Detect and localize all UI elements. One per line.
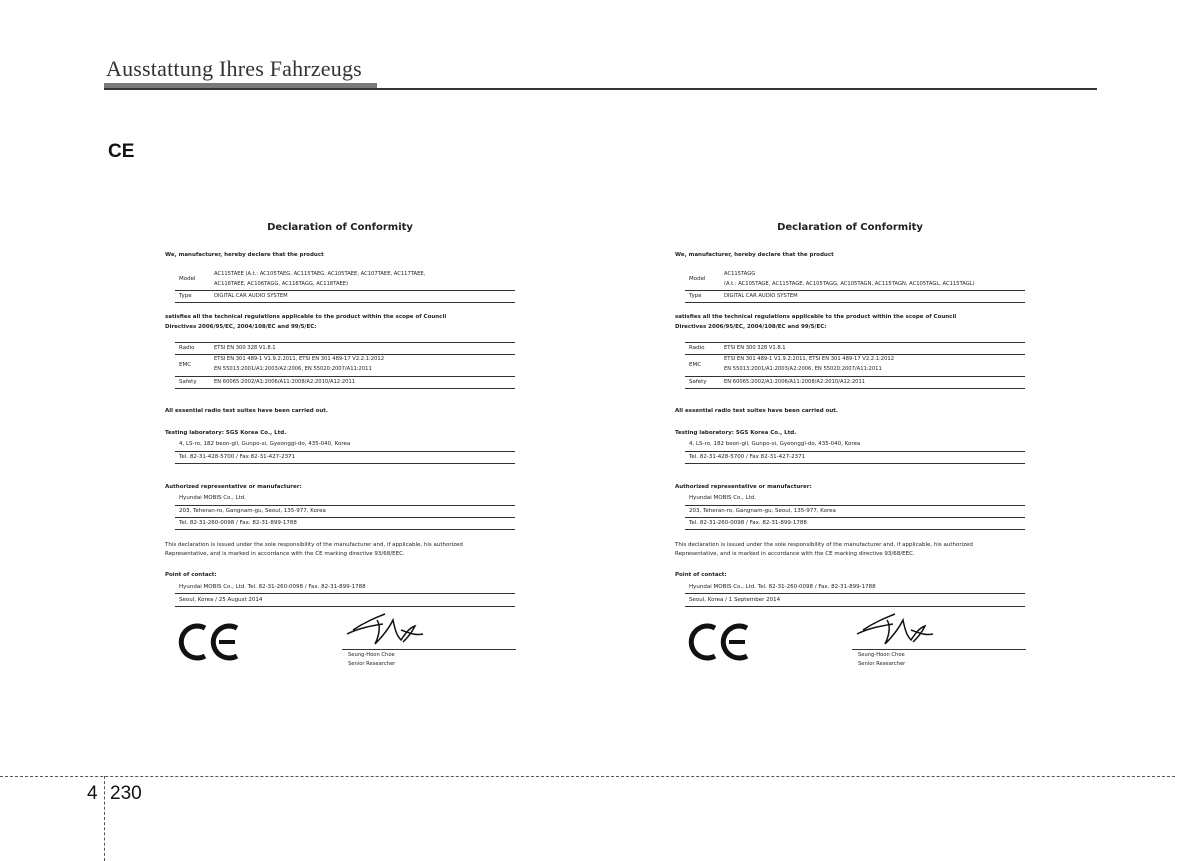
table-rule <box>685 290 1025 291</box>
footer-dashed-rule <box>0 776 1175 777</box>
contact-line: Hyundai MOBIS Co., Ltd. Tel. 82-31-260-0098 / Fax. 82-31-899-1788 <box>179 584 366 590</box>
contact-title: Point of contact: <box>165 572 217 578</box>
table-rule <box>685 517 1025 518</box>
rep-address: 203, Teheran-ro, Gangnam-gu, Seoul, 135-977, Korea <box>689 508 836 514</box>
place-date: Seoul, Korea / 1 September 2014 <box>689 597 781 603</box>
declaration-document-left <box>165 216 515 676</box>
essential-line: All essential radio test suites have been carried out. <box>165 408 328 414</box>
type-value: DIGITAL CAR AUDIO SYSTEM <box>214 293 288 299</box>
table-rule <box>685 376 1025 377</box>
emc-line-1: ETSI EN 301 489-1 V1.9.2:2011, ETSI EN 301 489-17 V2.2.1:2012 <box>724 356 894 362</box>
signature-line <box>342 649 516 650</box>
safety-label: Safety <box>179 379 197 385</box>
signatory-name: Seung-Hoon Choe <box>858 652 905 658</box>
page-header-title: Ausstattung Ihres Fahrzeugs <box>106 56 362 81</box>
issued-line-1: This declaration is issued under the sole responsibility of the manufacturer and, if applicable, his authorized <box>165 542 463 548</box>
safety-value: EN 60065:2002/A1:2006/A11:2008/A2:2010/A12:2011 <box>724 379 866 385</box>
table-rule <box>685 529 1025 530</box>
table-rule <box>175 302 515 303</box>
table-rule <box>685 302 1025 303</box>
type-value: DIGITAL CAR AUDIO SYSTEM <box>724 293 798 299</box>
lab-address: 4, LS-ro, 182 beon-gil, Gunpo-si, Gyeonggi-do, 435-040, Korea <box>179 441 351 447</box>
radio-label: Radio <box>689 345 705 351</box>
lab-address: 4, LS-ro, 182 beon-gil, Gunpo-si, Gyeonggi-do, 435-040, Korea <box>689 441 861 447</box>
satisfies-line-1: satisfies all the technical regulations applicable to the product within the scope of Council <box>165 314 447 320</box>
model-line-1: AC115TAGG <box>724 271 756 277</box>
signatory-role: Senior Researcher <box>858 661 906 667</box>
table-rule <box>685 463 1025 464</box>
declare-line: We, manufacturer, hereby declare that the product <box>675 252 834 258</box>
table-rule <box>685 451 1025 452</box>
signature-icon <box>855 606 935 650</box>
lab-tel: Tel. 82-31-428-5700 / Fax 82-31-427-2371 <box>179 454 296 460</box>
contact-title: Point of contact: <box>675 572 727 578</box>
satisfies-line-2: Directives 2006/95/EC, 2004/108/EC and 99/5/EC: <box>165 324 317 330</box>
emc-line-2: EN 55013:2001/A1:2003/A2:2006, EN 55020:2007/A11:2011 <box>214 366 372 372</box>
model-line-1: AC115TAEE (A.t.: AC105TAEG, AC115TAEG, AC105TAEE, AC107TAEE, AC117TAEE, <box>214 271 426 277</box>
table-rule <box>685 593 1025 594</box>
signature-icon <box>345 606 425 650</box>
table-rule <box>175 593 515 594</box>
safety-label: Safety <box>689 379 707 385</box>
ce-mark-icon <box>687 622 751 662</box>
model-label: Model <box>179 276 196 282</box>
emc-line-1: ETSI EN 301 489-1 V1.9.2:2011, ETSI EN 301 489-17 V2.2.1:2012 <box>214 356 384 362</box>
emc-label: EMC <box>179 362 192 368</box>
lab-title: Testing laboratory: SGS Korea Co., Ltd. <box>165 430 287 436</box>
table-rule <box>685 388 1025 389</box>
declaration-document-right <box>675 216 1025 676</box>
table-rule <box>175 290 515 291</box>
rep-address: 203, Teheran-ro, Gangnam-gu, Seoul, 135-977, Korea <box>179 508 326 514</box>
table-rule <box>175 463 515 464</box>
section-title: CE <box>108 141 135 162</box>
emc-label: EMC <box>689 362 702 368</box>
signature-line <box>852 649 1026 650</box>
table-rule <box>175 517 515 518</box>
emc-line-2: EN 55013:2001/A1:2003/A2:2006, EN 55020:2007/A11:2011 <box>724 366 882 372</box>
page-number: 230 <box>110 783 142 804</box>
issued-line-1: This declaration is issued under the sole responsibility of the manufacturer and, if applicable, his authorized <box>675 542 973 548</box>
table-rule <box>685 342 1025 343</box>
model-label: Model <box>689 276 706 282</box>
table-rule <box>175 376 515 377</box>
rep-title: Authorized representative or manufacturer: <box>675 484 812 490</box>
footer-dashed-divider <box>104 776 105 861</box>
table-rule <box>685 505 1025 506</box>
issued-line-2: Representative, and is marked in accordance with the CE marking directive 93/68/EEC. <box>165 551 405 557</box>
rep-name: Hyundai MOBIS Co., Ltd. <box>179 495 247 501</box>
radio-value: ETSI EN 300 328 V1.8.1 <box>724 345 786 351</box>
model-line-2: (A.t.: AC105TAGE, AC115TAGE, AC105TAGG, AC105TAGN, AC115TAGN, AC105TAGL, AC115TAGL) <box>724 281 975 287</box>
table-rule <box>175 451 515 452</box>
radio-value: ETSI EN 300 328 V1.8.1 <box>214 345 276 351</box>
lab-title: Testing laboratory: SGS Korea Co., Ltd. <box>675 430 797 436</box>
type-label: Type <box>179 293 192 299</box>
essential-line: All essential radio test suites have been carried out. <box>675 408 838 414</box>
rep-name: Hyundai MOBIS Co., Ltd. <box>689 495 757 501</box>
contact-line: Hyundai MOBIS Co., Ltd. Tel. 82-31-260-0098 / Fax. 82-31-899-1788 <box>689 584 876 590</box>
satisfies-line-2: Directives 2006/95/EC, 2004/108/EC and 99/5/EC: <box>675 324 827 330</box>
rep-tel: Tel. 82-31-260-0098 / Fax. 82-31-899-1788 <box>689 520 807 526</box>
ce-mark-icon <box>177 622 241 662</box>
table-rule <box>175 388 515 389</box>
lab-tel: Tel. 82-31-428-5700 / Fax 82-31-427-2371 <box>689 454 806 460</box>
rep-title: Authorized representative or manufacturer: <box>165 484 302 490</box>
satisfies-line-1: satisfies all the technical regulations applicable to the product within the scope of Council <box>675 314 957 320</box>
chapter-number: 4 <box>87 783 98 804</box>
type-label: Type <box>689 293 702 299</box>
model-line-2: AC116TAEE, AC106TAGG, AC116TAGG, AC118TAEE) <box>214 281 349 287</box>
signatory-role: Senior Researcher <box>348 661 396 667</box>
signatory-name: Seung-Hoon Choe <box>348 652 395 658</box>
header-rule <box>104 88 1097 90</box>
place-date: Seoul, Korea / 25 August 2014 <box>179 597 263 603</box>
issued-line-2: Representative, and is marked in accordance with the CE marking directive 93/68/EEC. <box>675 551 915 557</box>
doc-title: Declaration of Conformity <box>777 222 923 233</box>
doc-title: Declaration of Conformity <box>267 222 413 233</box>
declare-line: We, manufacturer, hereby declare that the product <box>165 252 324 258</box>
table-rule <box>175 529 515 530</box>
radio-label: Radio <box>179 345 195 351</box>
table-rule <box>175 342 515 343</box>
table-rule <box>175 505 515 506</box>
safety-value: EN 60065:2002/A1:2006/A11:2008/A2:2010/A12:2011 <box>214 379 356 385</box>
rep-tel: Tel. 82-31-260-0098 / Fax. 82-31-899-1788 <box>179 520 297 526</box>
